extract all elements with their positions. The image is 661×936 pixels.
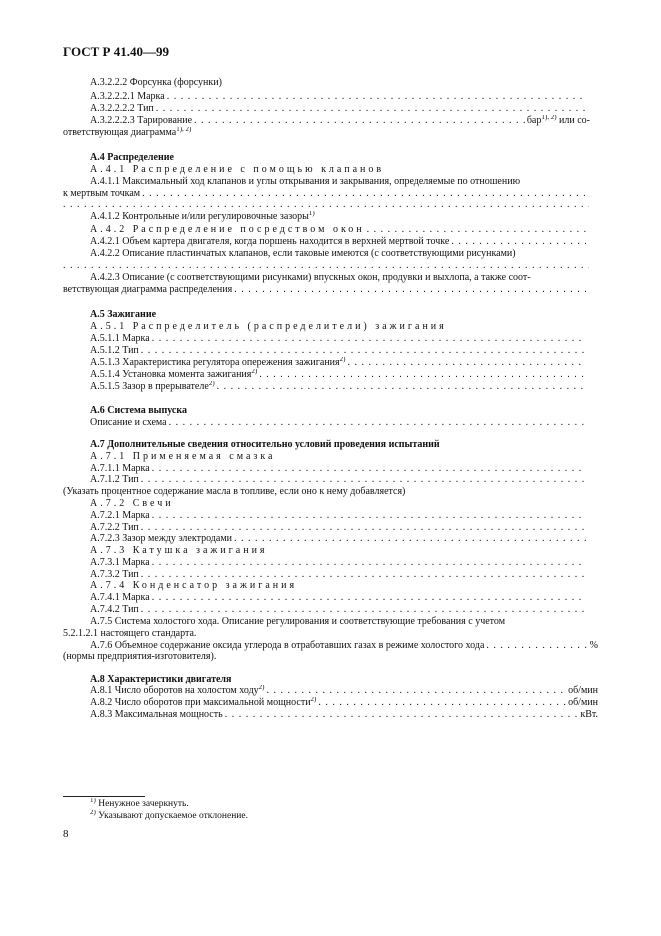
idle-system-line2: 5.2.1.2.1 настоящего стандарта. (63, 628, 197, 639)
footnote-2-text: Указывают допускаемое отклонение. (95, 811, 248, 821)
calibration-unit: бар (526, 115, 542, 126)
footnote-2 (90, 810, 248, 822)
distributor-brand-line (90, 333, 588, 345)
footnote-1 (90, 798, 189, 810)
distributor-type-label: А.5.1.2 Тип (90, 345, 139, 356)
max-power-speed-line (90, 697, 598, 709)
max-power-speed-unit: об/мин (568, 697, 598, 708)
idle-speed-text: А.8.1 Число оборотов на холостом ходу (90, 685, 259, 696)
injector-calibration-label: А.3.2.2.2.3 Тарирование (90, 115, 193, 126)
timing-footnote-ref: 2) (251, 369, 258, 375)
ports-desc-line1: А.4.2.3 Описание (с соответствующими рисунками) впускных окон, продувки и выхлопа, а также соот- (90, 272, 531, 283)
ports-line (90, 224, 588, 236)
breaker-gap-line (90, 381, 588, 393)
max-lift-blank-line (63, 199, 589, 211)
capacitor-heading: А.7.4 Конденсатор зажигания (90, 580, 298, 591)
ports-desc-line2 (63, 284, 589, 296)
lubricant-brand-label: А.7.1.1 Марка (90, 463, 150, 474)
calibration-line2-footnote-ref: 1), 2) (176, 127, 192, 133)
clearances-text: А.4.1.2 Контрольные и/или регулировочные зазоры (90, 211, 309, 222)
idle-speed-line (90, 685, 598, 697)
footnote-2-mark: 2) (90, 810, 96, 816)
plug-brand-line (90, 510, 588, 522)
breaker-gap-text: А.5.1.5 Зазор в прерывателе (90, 381, 209, 392)
exhaust-desc-line (90, 417, 588, 429)
advance-footnote-ref: 2) (339, 357, 346, 363)
footnote-1-text: Ненужное зачеркнуть. (95, 799, 189, 809)
breaker-gap-footnote-ref: 2) (208, 381, 215, 387)
capacitor-type-label: А.7.4.2 Тип (90, 604, 139, 615)
plugs-heading: А.7.2 Свечи (90, 498, 174, 509)
clearances-footnote-ref: 1) (308, 211, 315, 217)
coil-heading: А.7.3 Катушка зажигания (90, 545, 268, 556)
max-power-speed-text: А.8.2 Число оборотов при максимальной мощности (90, 697, 311, 708)
idle-speed-footnote-ref: 2) (258, 685, 265, 691)
clearances-line (90, 211, 315, 223)
max-power-text: А.8.3 Максимальная мощность (90, 709, 223, 720)
max-power-line (90, 709, 598, 721)
injector-brand-label: А.3.2.2.2.1 Марка (90, 91, 165, 102)
max-power-unit: кВт. (580, 709, 598, 720)
calibration-footnote-ref: 1), 2) (541, 115, 557, 121)
idle-speed-unit: об/мин (568, 685, 598, 696)
max-power-speed-footnote-ref: 2) (310, 697, 317, 703)
plug-type-label: А.7.2.2 Тип (90, 522, 139, 533)
reed-valves-line: А.4.2.2 Описание пластинчатых клапанов, если таковые имеются (с соответствующими рисунками) (90, 248, 516, 259)
lubricant-heading: А.7.1 Применяемая смазка (90, 451, 276, 462)
injector-type-label: А.3.2.2.2.2 Тип (90, 103, 154, 114)
distributor-brand-label: А.5.1.1 Марка (90, 333, 150, 344)
coil-type-label: А.7.3.2 Тип (90, 569, 139, 580)
injector-type-line (90, 103, 588, 115)
coil-brand-line (90, 557, 588, 569)
distributor-type-line (90, 345, 588, 357)
calibration-tail: или со- (556, 115, 590, 126)
reed-valves-blank-line (63, 260, 589, 272)
plug-gap-line (90, 533, 588, 545)
capacitor-brand-line (90, 592, 588, 604)
advance-line (90, 357, 588, 369)
ports-desc-text: ветствующая диаграмма распределения (63, 284, 233, 295)
exhaust-heading: А.6 Система выпуска (90, 405, 187, 416)
distribution-heading: А.4 Распределение (90, 152, 174, 163)
ignition-heading: А.5 Зажигание (90, 309, 157, 320)
injector-calibration-line2 (63, 127, 191, 139)
valves-heading: А.4.1 Распределение с помощью клапанов (90, 164, 385, 175)
capacitor-type-line (90, 604, 588, 616)
timing-line (90, 369, 588, 381)
injector-title: А.3.2.2.2 Форсунка (форсунки) (90, 77, 222, 88)
max-lift-line1: А.4.1.1 Максимальный ход клапанов и углы открывания и закрывания, определяемые по отношению (90, 176, 521, 187)
exhaust-desc-text: Описание и схема (90, 417, 167, 428)
idle-system-line1: А.7.5 Система холостого хода. Описание регулирования и соответствующие требования с учетом (90, 616, 506, 627)
timing-text: А.5.1.4 Установка момента зажигания (90, 369, 252, 380)
advance-text: А.5.1.3 Характеристика регулятора опережения зажигания (90, 357, 340, 368)
injector-calibration-line (90, 115, 590, 127)
co-unit: % (589, 640, 598, 651)
oil-note: (Указать процентное содержание масла в топливе, если оно к нему добавляется) (63, 486, 406, 497)
crankcase-line (90, 236, 588, 248)
lubricant-type-line (90, 474, 588, 486)
page-number: 8 (63, 828, 69, 840)
ports-heading: А.4.2 Распределение посредством окон (90, 224, 365, 235)
plug-brand-label: А.7.2.1 Марка (90, 510, 150, 521)
co-content-line2: (нормы предприятия-изготовителя). (63, 651, 217, 662)
lubricant-type-label: А.7.1.2 Тип (90, 474, 139, 485)
footnote-separator (63, 796, 145, 797)
max-lift-text: к мертвым точкам (63, 188, 141, 199)
calibration-line2-text: ответствующая диаграмма (63, 127, 177, 138)
plug-gap-label: А.7.2.3 Зазор между электродами (90, 533, 233, 544)
co-content-text: А.7.6 Объемное содержание оксида углерода в отработавших газах в режиме холостого хода (90, 640, 485, 651)
distributor-heading: А.5.1 Распределитель (распределители) зажигания (90, 321, 447, 332)
coil-brand-label: А.7.3.1 Марка (90, 557, 150, 568)
injector-brand-line (90, 91, 588, 103)
additional-heading: А.7 Дополнительные сведения относительно условий проведения испытаний (90, 439, 440, 450)
document-header: ГОСТ Р 41.40—99 (63, 44, 169, 59)
crankcase-text: А.4.2.1 Объем картера двигателя, когда поршень находится в верхней мертвой точке (90, 236, 450, 247)
capacitor-brand-label: А.7.4.1 Марка (90, 592, 150, 603)
footnote-1-mark: 1) (90, 798, 96, 804)
engine-heading: А.8 Характеристики двигателя (90, 674, 232, 685)
